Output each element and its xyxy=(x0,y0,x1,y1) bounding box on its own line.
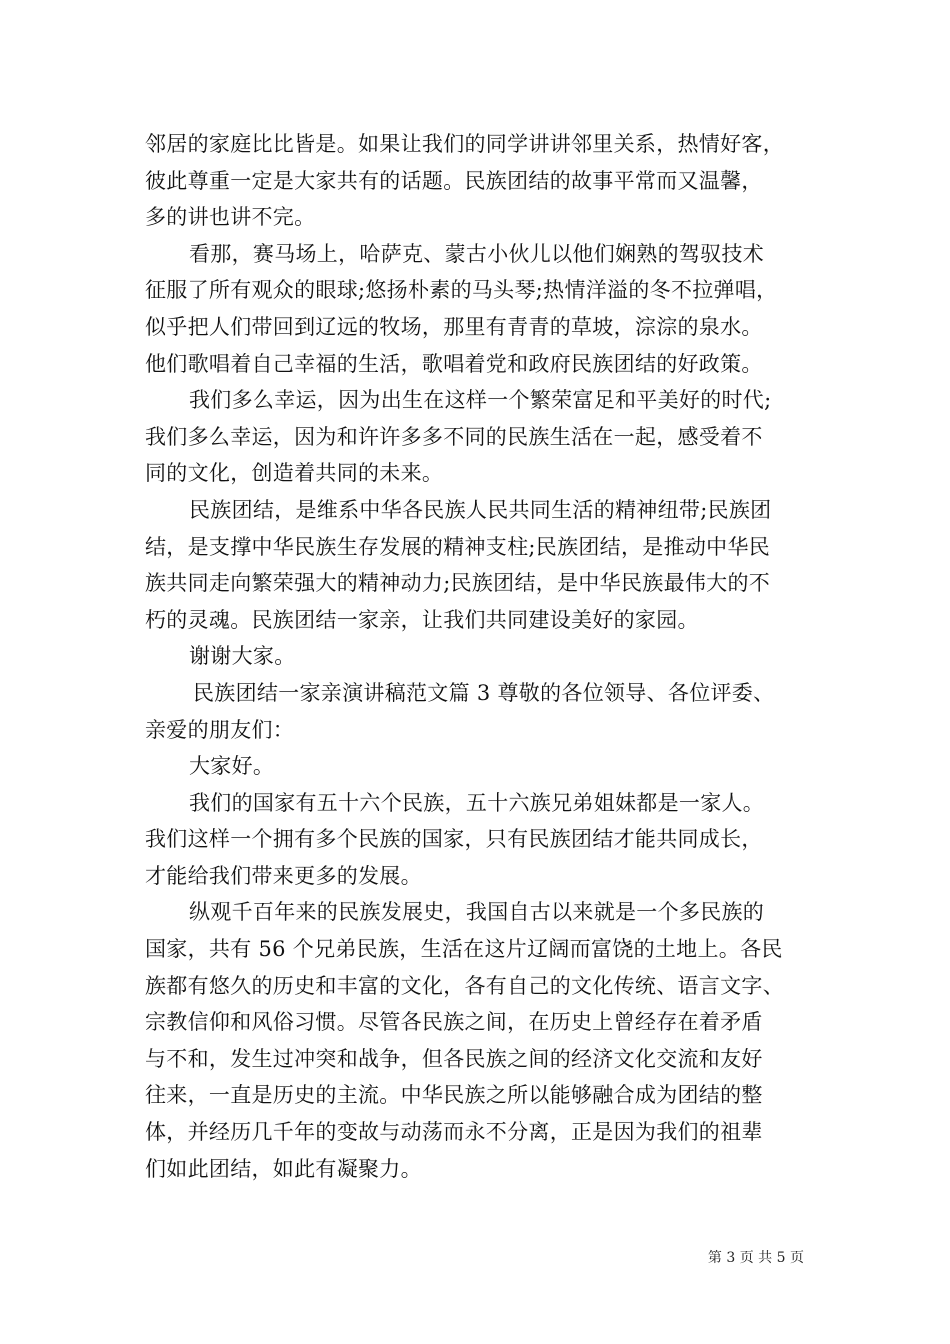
paragraph-start-line: 我们多么幸运，因为出生在这样一个繁荣富足和平美好的时代; xyxy=(189,388,772,413)
paragraph-start-line: 民族团结，是维系中华各民族人民共同生活的精神纽带;民族团 xyxy=(189,497,772,522)
text-line: 我们这样一个拥有多个民族的国家，只有民族团结才能共同成长， xyxy=(145,827,763,852)
paragraph-start-line: 谢谢大家。 xyxy=(189,644,296,669)
text-line: 与不和，发生过冲突和战争，但各民族之间的经济文化交流和友好 xyxy=(145,1046,763,1071)
text-line: 往来，一直是历史的主流。中华民族之所以能够融合成为团结的整 xyxy=(145,1083,763,1108)
text-line: 宗教信仰和风俗习惯。尽管各民族之间，在历史上曾经存在着矛盾 xyxy=(145,1010,763,1035)
text-line: 族共同走向繁荣强大的精神动力;民族团结，是中华民族最伟大的不 xyxy=(145,571,771,596)
paragraph-start-line: 我们的国家有五十六个民族，五十六族兄弟姐妹都是一家人。 xyxy=(189,790,765,815)
text-line: 同的文化，创造着共同的未来。 xyxy=(145,461,444,486)
document-body xyxy=(145,126,825,1187)
paragraph-start-line: 大家好。 xyxy=(189,754,275,779)
text-line: 彼此尊重一定是大家共有的话题。民族团结的故事平常而又温馨， xyxy=(145,168,763,193)
text-line: 才能给我们带来更多的发展。 xyxy=(145,863,422,888)
text-line: 我们多么幸运，因为和许许多多不同的民族生活在一起，感受着不 xyxy=(145,424,763,449)
text-line: 朽的灵魂。民族团结一家亲，让我们共同建设美好的家园。 xyxy=(145,607,699,632)
paragraph-start-line: 纵观千百年来的民族发展史，我国自古以来就是一个多民族的 xyxy=(189,900,765,925)
text-line: 他们歌唱着自己幸福的生活，歌唱着党和政府民族团结的好政策。 xyxy=(145,351,763,376)
text-line: 征服了所有观众的眼球;悠扬朴素的马头琴;热情洋溢的冬不拉弹唱， xyxy=(145,278,778,303)
page-number-footer: 第 3 页 共 5 页 xyxy=(707,1250,804,1266)
text-line: 亲爱的朋友们： xyxy=(145,717,295,742)
text-line: 多的讲也讲不完。 xyxy=(145,205,316,230)
text-line: 们如此团结，如此有凝聚力。 xyxy=(145,1156,422,1181)
text-line: 结，是支撑中华民族生存发展的精神支柱;民族团结，是推动中华民 xyxy=(145,534,771,559)
text-line: 族都有悠久的历史和丰富的文化，各有自己的文化传统、语言文字、 xyxy=(145,973,784,998)
text-line: 国家，共有 56 个兄弟民族，生活在这片辽阔而富饶的土地上。各民 xyxy=(145,937,783,962)
paragraph-start-line: 看那，赛马场上，哈萨克、蒙古小伙儿以他们娴熟的驾驭技术 xyxy=(189,241,765,266)
section-title-line: 民族团结一家亲演讲稿范文篇 3 尊敬的各位领导、各位评委、 xyxy=(193,680,775,705)
text-line: 似乎把人们带回到辽远的牧场，那里有青青的草坡，淙淙的泉水。 xyxy=(145,314,763,339)
text-line: 体，并经历几千年的变故与动荡而永不分离，正是因为我们的祖辈 xyxy=(145,1120,763,1145)
text-line: 邻居的家庭比比皆是。如果让我们的同学讲讲邻里关系，热情好客， xyxy=(145,132,784,156)
